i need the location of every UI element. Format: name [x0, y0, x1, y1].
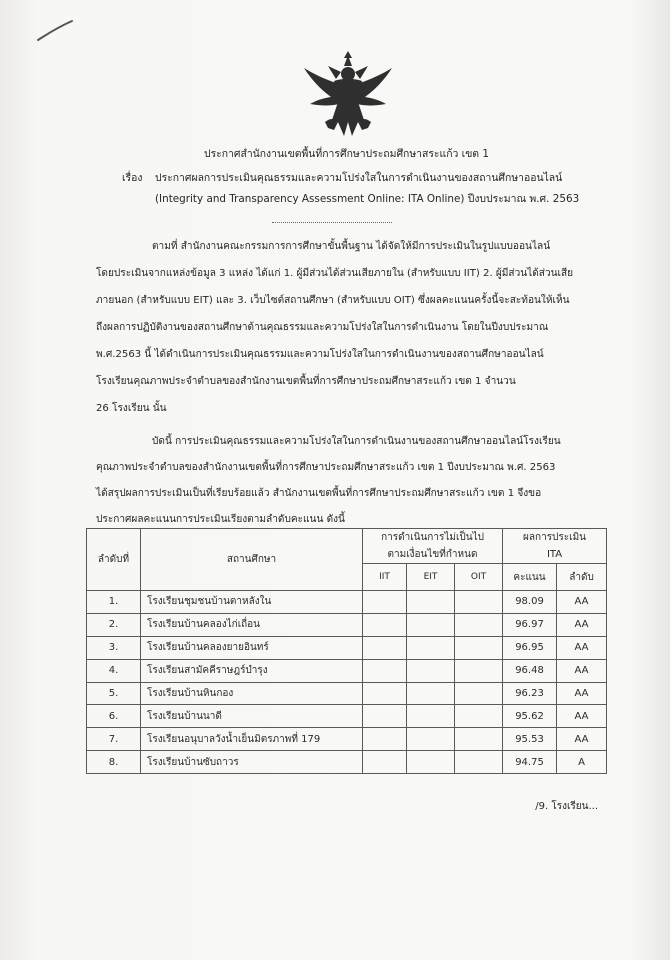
score-cell: 95.53: [503, 728, 557, 751]
continued-note: /9. โรงเรียน...: [535, 801, 598, 812]
dotted-divider: [272, 222, 392, 223]
grade-cell: AA: [557, 728, 607, 751]
oit-cell: [455, 682, 503, 705]
row-number: 5.: [87, 682, 141, 705]
score-cell: 96.48: [503, 659, 557, 682]
score-cell: 96.95: [503, 636, 557, 659]
grade-cell: AA: [557, 705, 607, 728]
grade-cell: AA: [557, 613, 607, 636]
row-number: 1.: [87, 591, 141, 614]
score-cell: 94.75: [503, 751, 557, 774]
table-row: [87, 728, 607, 751]
iit-header: IIT: [363, 564, 407, 591]
announcement-title: ประกาศสำนักงานเขตพื้นที่การศึกษาประถมศึกษาสระแก้ว เขต 1: [204, 148, 489, 160]
row-number: 3.: [87, 636, 141, 659]
result-header: [503, 529, 607, 564]
delay-group-header: [363, 529, 503, 564]
iit-cell: [363, 613, 407, 636]
paragraph-2-line-2: คุณภาพประจำตำบลของสำนักงานเขตพื้นที่การศึกษาประถมศึกษาสระแก้ว เขต 1 ปีงบประมาณ พ.ศ. 2563: [96, 462, 556, 473]
iit-cell: [363, 751, 407, 774]
paragraph-2-line-1: บัดนี้ การประเมินคุณธรรมและความโปร่งใสในการดำเนินงานของสถานศึกษาออนไลน์โรงเรียน: [152, 436, 561, 447]
subject-label: เรื่อง: [122, 172, 143, 184]
oit-cell: [455, 591, 503, 614]
paragraph-2-line-3: ได้สรุปผลการประเมินเป็นที่เรียบร้อยแล้ว สำนักงานเขตพื้นที่การศึกษาประถมศึกษาสระแก้ว เขต 1 จึงขอ: [96, 488, 542, 499]
oit-cell: [455, 613, 503, 636]
score-cell: 96.23: [503, 682, 557, 705]
paragraph-1-line-2: โดยประเมินจากแหล่งข้อมูล 3 แหล่ง ได้แก่ 1. ผู้มีส่วนได้ส่วนเสียภายใน (สำหรับแบบ IIT) 2. ผู้มีส่วนได้ส่วนเสีย: [96, 268, 574, 279]
row-number: 2.: [87, 613, 141, 636]
row-number: 6.: [87, 705, 141, 728]
table-row: [87, 682, 607, 705]
order-header: ลำดับที่: [87, 529, 141, 591]
table-row: [87, 751, 607, 774]
subject-line-english: (Integrity and Transparency Assessment Online: ITA Online) ปีงบประมาณ พ.ศ. 2563: [155, 193, 580, 205]
paragraph-1-line-5: พ.ศ.2563 นี้ ได้ดำเนินการประเมินคุณธรรมและความโปร่งใสในการดำเนินงานของสถานศึกษาออนไลน์: [96, 349, 544, 360]
score-header: คะแนน: [503, 564, 557, 591]
score-cell: 96.97: [503, 613, 557, 636]
rank-header: ลำดับ: [557, 564, 607, 591]
delay-group-header-line-1: การดำเนินการไม่เป็นไป: [381, 532, 484, 543]
school-name: โรงเรียนบ้านคลองไก่เถื่อน: [141, 613, 363, 636]
school-name: โรงเรียนบ้านคลองยายอินทร์: [141, 636, 363, 659]
eit-cell: [407, 591, 455, 614]
iit-cell: [363, 636, 407, 659]
oit-cell: [455, 705, 503, 728]
school-header: สถานศึกษา: [141, 529, 363, 591]
oit-cell: [455, 751, 503, 774]
eit-cell: [407, 613, 455, 636]
eit-header: EIT: [407, 564, 455, 591]
eit-cell: [407, 705, 455, 728]
paragraph-1-line-4: ถึงผลการปฏิบัติงานของสถานศึกษาด้านคุณธรรมและความโปร่งใสในการดำเนินงาน โดยในปีงบประมาณ: [96, 322, 549, 333]
school-name: โรงเรียนสามัคคีราษฎร์บำรุง: [141, 659, 363, 682]
iit-cell: [363, 728, 407, 751]
eit-cell: [407, 659, 455, 682]
oit-cell: [455, 659, 503, 682]
results-table-wrapper: [86, 528, 606, 792]
iit-cell: [363, 705, 407, 728]
paragraph-1-line-7: 26 โรงเรียน นั้น: [96, 403, 167, 414]
table-row: [87, 705, 607, 728]
school-name: โรงเรียนอนุบาลวังน้ำเย็นมิตรภาพที่ 179: [141, 728, 363, 751]
garuda-emblem-icon: [300, 48, 396, 138]
eit-cell: [407, 682, 455, 705]
row-number: 7.: [87, 728, 141, 751]
oit-header: OIT: [455, 564, 503, 591]
table-row: [87, 636, 607, 659]
pen-stroke-mark: [36, 18, 76, 44]
table-row: [87, 613, 607, 636]
results-table: [86, 528, 607, 774]
table-row: [87, 591, 607, 614]
paragraph-2-line-4: ประกาศผลคะแนนการประเมินเรียงตามลำดับคะแนน ดังนี้: [96, 514, 345, 525]
oit-cell: [455, 636, 503, 659]
iit-cell: [363, 682, 407, 705]
delay-group-header-line-2: ตามเงื่อนไขที่กำหนด: [387, 549, 478, 560]
grade-cell: AA: [557, 591, 607, 614]
school-name: โรงเรียนบ้านนาดี: [141, 705, 363, 728]
row-number: 8.: [87, 751, 141, 774]
school-name: โรงเรียนชุมชนบ้านตาหลังใน: [141, 591, 363, 614]
paragraph-2: [96, 433, 616, 529]
grade-cell: AA: [557, 659, 607, 682]
score-cell: 98.09: [503, 591, 557, 614]
row-number: 4.: [87, 659, 141, 682]
grade-cell: A: [557, 751, 607, 774]
paragraph-1: [96, 238, 616, 418]
result-header-line-1: ผลการประเมิน: [523, 532, 586, 543]
iit-cell: [363, 659, 407, 682]
grade-cell: AA: [557, 682, 607, 705]
result-header-line-2: ITA: [546, 549, 563, 560]
iit-cell: [363, 591, 407, 614]
paragraph-1-line-6: โรงเรียนคุณภาพประจำตำบลของสำนักงานเขตพื้นที่การศึกษาประถมศึกษาสระแก้ว เขต 1 จำนวน: [96, 376, 516, 387]
subject-line-thai: ประกาศผลการประเมินคุณธรรมและความโปร่งใสในการดำเนินงานของสถานศึกษาออนไลน์: [155, 172, 563, 184]
paragraph-1-line-1: ตามที่ สำนักงานคณะกรรมการการศึกษาขั้นพื้นฐาน ได้จัดให้มีการประเมินในรูปแบบออนไลน์: [152, 241, 551, 252]
eit-cell: [407, 751, 455, 774]
grade-cell: AA: [557, 636, 607, 659]
school-name: โรงเรียนบ้านหินกอง: [141, 682, 363, 705]
paragraph-1-line-3: ภายนอก (สำหรับแบบ EIT) และ 3. เว็บไซต์สถานศึกษา (สำหรับแบบ OIT) ซึ่งผลคะแนนครั้งนี้จะสะท้อนให้เห็น: [96, 295, 570, 306]
school-name: โรงเรียนบ้านซับถาวร: [141, 751, 363, 774]
table-header-row-1: [87, 529, 607, 564]
eit-cell: [407, 636, 455, 659]
oit-cell: [455, 728, 503, 751]
eit-cell: [407, 728, 455, 751]
score-cell: 95.62: [503, 705, 557, 728]
table-row: [87, 659, 607, 682]
